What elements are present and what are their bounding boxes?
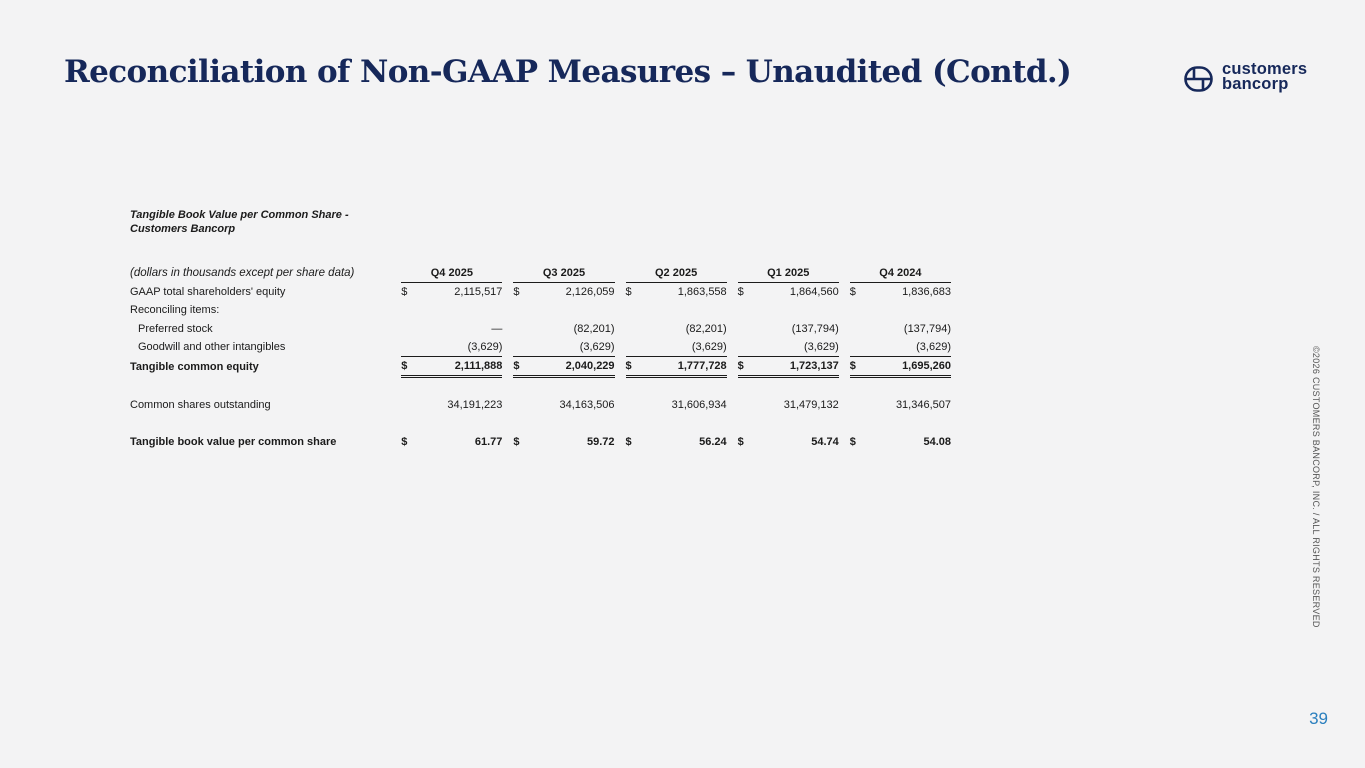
- table-cell: 1,836,683: [902, 286, 951, 299]
- currency-symbol: $: [513, 356, 527, 376]
- table-cell: (137,794): [903, 322, 951, 335]
- table-cell: 2,115,517: [454, 286, 503, 299]
- logo-wordmark: [1222, 62, 1322, 92]
- customers-bancorp-logo-mark-icon: [1184, 66, 1213, 92]
- table-cell: (82,201): [685, 322, 727, 335]
- row-label: Common shares outstanding: [130, 399, 271, 412]
- table-header-row: [130, 264, 951, 283]
- table-cell: 54.08: [923, 435, 951, 448]
- table-title: [130, 208, 390, 236]
- table-cell: (3,629): [864, 338, 951, 357]
- table-cell: (82,201): [573, 322, 615, 335]
- table-cell: 1,864,560: [789, 286, 839, 299]
- table-cell: 61.77: [474, 435, 503, 448]
- currency-symbol: $: [401, 286, 408, 299]
- page-title: Reconciliation of Non-GAAP Measures – Unaudited (Contd.): [64, 54, 1072, 90]
- currency-symbol: $: [513, 286, 520, 299]
- period-header: Q3 2025: [513, 264, 614, 283]
- table-cell: 31,479,132: [783, 399, 839, 412]
- row-label: GAAP total shareholders' equity: [130, 286, 286, 299]
- reconciliation-table: [130, 264, 951, 451]
- currency-symbol: $: [513, 435, 520, 448]
- period-header: Q4 2024: [850, 264, 951, 283]
- table-cell: 31,606,934: [671, 399, 727, 412]
- currency-symbol: $: [625, 286, 632, 299]
- units-label: (dollars in thousands except per share data): [130, 267, 355, 280]
- table-cell: 56.24: [699, 435, 727, 448]
- period-header: Q4 2025: [401, 264, 502, 283]
- currency-symbol: $: [401, 356, 415, 376]
- table-cell: 34,163,506: [559, 399, 615, 412]
- table-row-tangible-common-equity: [130, 356, 951, 376]
- period-header: Q2 2025: [626, 264, 727, 283]
- table-cell: (137,794): [791, 322, 839, 335]
- table-spacer-row: [130, 415, 951, 433]
- currency-symbol: $: [738, 356, 752, 376]
- logo-line-1: customers: [1222, 60, 1308, 78]
- table-row-tbv-per-share: [130, 433, 951, 451]
- page-number: 39: [1309, 709, 1328, 728]
- table-row-goodwill: [130, 338, 951, 357]
- table-cell: (3,629): [640, 338, 727, 357]
- row-label: Goodwill and other intangibles: [138, 341, 286, 354]
- table-cell: 1,863,558: [677, 286, 727, 299]
- table-cell: (3,629): [752, 338, 839, 357]
- table-cell: 2,126,059: [565, 286, 615, 299]
- currency-symbol: $: [737, 286, 744, 299]
- logo-line-2: bancorp: [1222, 75, 1289, 93]
- table-cell: 1,695,260: [864, 356, 951, 376]
- table-cell: 31,346,507: [895, 399, 951, 412]
- table-cell: —: [491, 322, 503, 335]
- currency-symbol: $: [625, 435, 632, 448]
- currency-symbol: $: [626, 356, 640, 376]
- table-title-line-2: Customers Bancorp: [130, 223, 236, 235]
- row-label: Preferred stock: [138, 322, 213, 335]
- currency-symbol: $: [737, 435, 744, 448]
- currency-symbol: $: [849, 435, 856, 448]
- row-label: Tangible book value per common share: [130, 435, 337, 448]
- table-row-gaap-equity: [130, 283, 951, 302]
- currency-symbol: $: [850, 356, 864, 376]
- table-cell: 1,723,137: [752, 356, 839, 376]
- table-row-preferred-stock: [130, 320, 951, 338]
- table-cell: 2,111,888: [415, 356, 502, 376]
- table-cell: 2,040,229: [527, 356, 614, 376]
- table-cell: (3,629): [527, 338, 614, 357]
- row-label: Reconciling items:: [130, 304, 220, 317]
- table-cell: 54.74: [811, 435, 839, 448]
- table-cell: 1,777,728: [640, 356, 727, 376]
- table-spacer-row: [130, 377, 951, 397]
- period-header: Q1 2025: [738, 264, 839, 283]
- table-cell: (3,629): [415, 338, 502, 357]
- table-cell: 59.72: [587, 435, 615, 448]
- copyright-notice: ©2026 CUSTOMERS BANCORP, INC. / ALL RIGHTS RESERVED: [1311, 346, 1321, 628]
- table-row-reconciling-items: [130, 301, 951, 319]
- table-row-common-shares: [130, 396, 951, 414]
- currency-symbol: $: [849, 286, 856, 299]
- currency-symbol: $: [401, 435, 408, 448]
- table-cell: 34,191,223: [447, 399, 503, 412]
- table-title-line-1: Tangible Book Value per Common Share -: [130, 209, 349, 221]
- row-label: Tangible common equity: [130, 360, 259, 373]
